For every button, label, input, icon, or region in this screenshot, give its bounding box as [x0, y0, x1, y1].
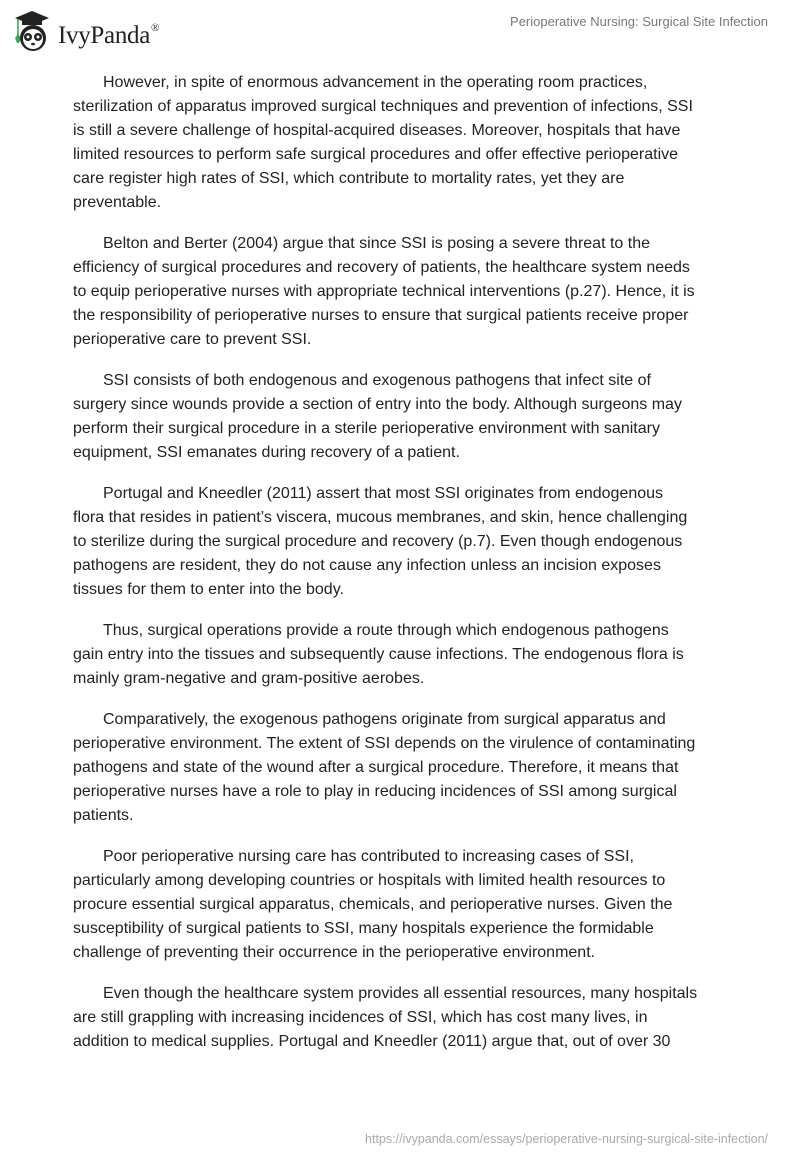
text-line: the responsibility of perioperative nurses to ensure that surgical patients receive proper	[73, 307, 689, 324]
source-url[interactable]: https://ivypanda.com/essays/perioperative-nursing-surgical-site-infection/	[365, 1132, 768, 1146]
text-line: perioperative nurses have a role to play in reducing incidences of SSI among surgical	[73, 783, 677, 800]
paragraph	[73, 71, 753, 215]
text-line: is still a severe challenge of hospital-acquired diseases. Moreover, hospitals that have	[73, 122, 681, 139]
text-line: perform their surgical procedure in a sterile perioperative environment with sanitary	[73, 420, 660, 437]
text-line: flora that resides in patient’s viscera, mucous membranes, and skin, hence challenging	[73, 509, 688, 526]
paragraph	[73, 982, 753, 1054]
registered-mark: ®	[151, 22, 160, 34]
text-line: perioperative environment. The extent of SSI depends on the virulence of contaminating	[73, 735, 696, 752]
logo-text: IvyPanda	[58, 22, 151, 49]
text-line: addition to medical supplies. Portugal and Kneedler (2011) argue that, out of over 30	[73, 1033, 671, 1050]
paragraph	[73, 369, 753, 465]
text-line: care register high rates of SSI, which contribute to mortality rates, yet they are	[73, 170, 625, 187]
text-line: pathogens and state of the wound after a surgical procedure. Therefore, it means that	[73, 759, 679, 776]
text-line: Belton and Berter (2004) argue that since SSI is posing a severe threat to the	[103, 235, 650, 252]
panda-graduate-icon	[12, 8, 52, 54]
document-title: Perioperative Nursing: Surgical Site Infection	[510, 14, 768, 29]
text-line: to equip perioperative nurses with appropriate technical interventions (p.27). Hence, it is	[73, 283, 695, 300]
text-line: challenge of preventing their occurrence in the perioperative environment.	[73, 944, 596, 961]
text-line: Thus, surgical operations provide a route through which endogenous pathogens	[103, 622, 669, 639]
text-line: pathogens are resident, they do not cause any infection unless an incision exposes	[73, 557, 661, 574]
text-line: Even though the healthcare system provides all essential resources, many hospitals	[103, 985, 698, 1002]
text-line: equipment, SSI emanates during recovery of a patient.	[73, 444, 460, 461]
text-line: surgery since wounds provide a section of entry into the body. Although surgeons may	[73, 396, 682, 413]
essay-body	[73, 71, 753, 1071]
paragraph	[73, 482, 753, 602]
text-line: to sterilize during the surgical procedure and recovery (p.7). Even though endogenous	[73, 533, 683, 550]
paragraph	[73, 619, 753, 691]
text-line: Poor perioperative nursing care has contributed to increasing cases of SSI,	[103, 848, 634, 865]
text-line: mainly gram-negative and gram-positive aerobes.	[73, 670, 425, 687]
text-line: tissues for them to enter into the body.	[73, 581, 344, 598]
text-line: preventable.	[73, 194, 162, 211]
text-line: SSI consists of both endogenous and exogenous pathogens that infect site of	[103, 372, 651, 389]
text-line: efficiency of surgical procedures and recovery of patients, the healthcare system needs	[73, 259, 690, 276]
text-line: sterilization of apparatus improved surgical techniques and prevention of infections, SSI	[73, 98, 693, 115]
paragraph	[73, 232, 753, 352]
ivypanda-logo[interactable]	[12, 8, 159, 54]
text-line: patients.	[73, 807, 134, 824]
text-line: Portugal and Kneedler (2011) assert that most SSI originates from endogenous	[103, 485, 664, 502]
text-line: procure essential surgical apparatus, chemicals, and perioperative nurses. Given the	[73, 896, 673, 913]
text-line: perioperative care to prevent SSI.	[73, 331, 312, 348]
text-line: limited resources to perform safe surgical procedures and offer effective perioperative	[73, 146, 679, 163]
text-line: gain entry into the tissues and subsequently cause infections. The endogenous flora is	[73, 646, 684, 663]
text-line: susceptibility of surgical patients to SSI, many hospitals experience the formidable	[73, 920, 654, 937]
text-line: particularly among developing countries or hospitals with limited health resources to	[73, 872, 666, 889]
paragraph	[73, 845, 753, 965]
text-line: are still grappling with increasing incidences of SSI, which has cost many lives, in	[73, 1009, 648, 1026]
text-line: However, in spite of enormous advancement in the operating room practices,	[103, 74, 648, 91]
paragraph	[73, 708, 753, 828]
text-line: Comparatively, the exogenous pathogens originate from surgical apparatus and	[103, 711, 666, 728]
